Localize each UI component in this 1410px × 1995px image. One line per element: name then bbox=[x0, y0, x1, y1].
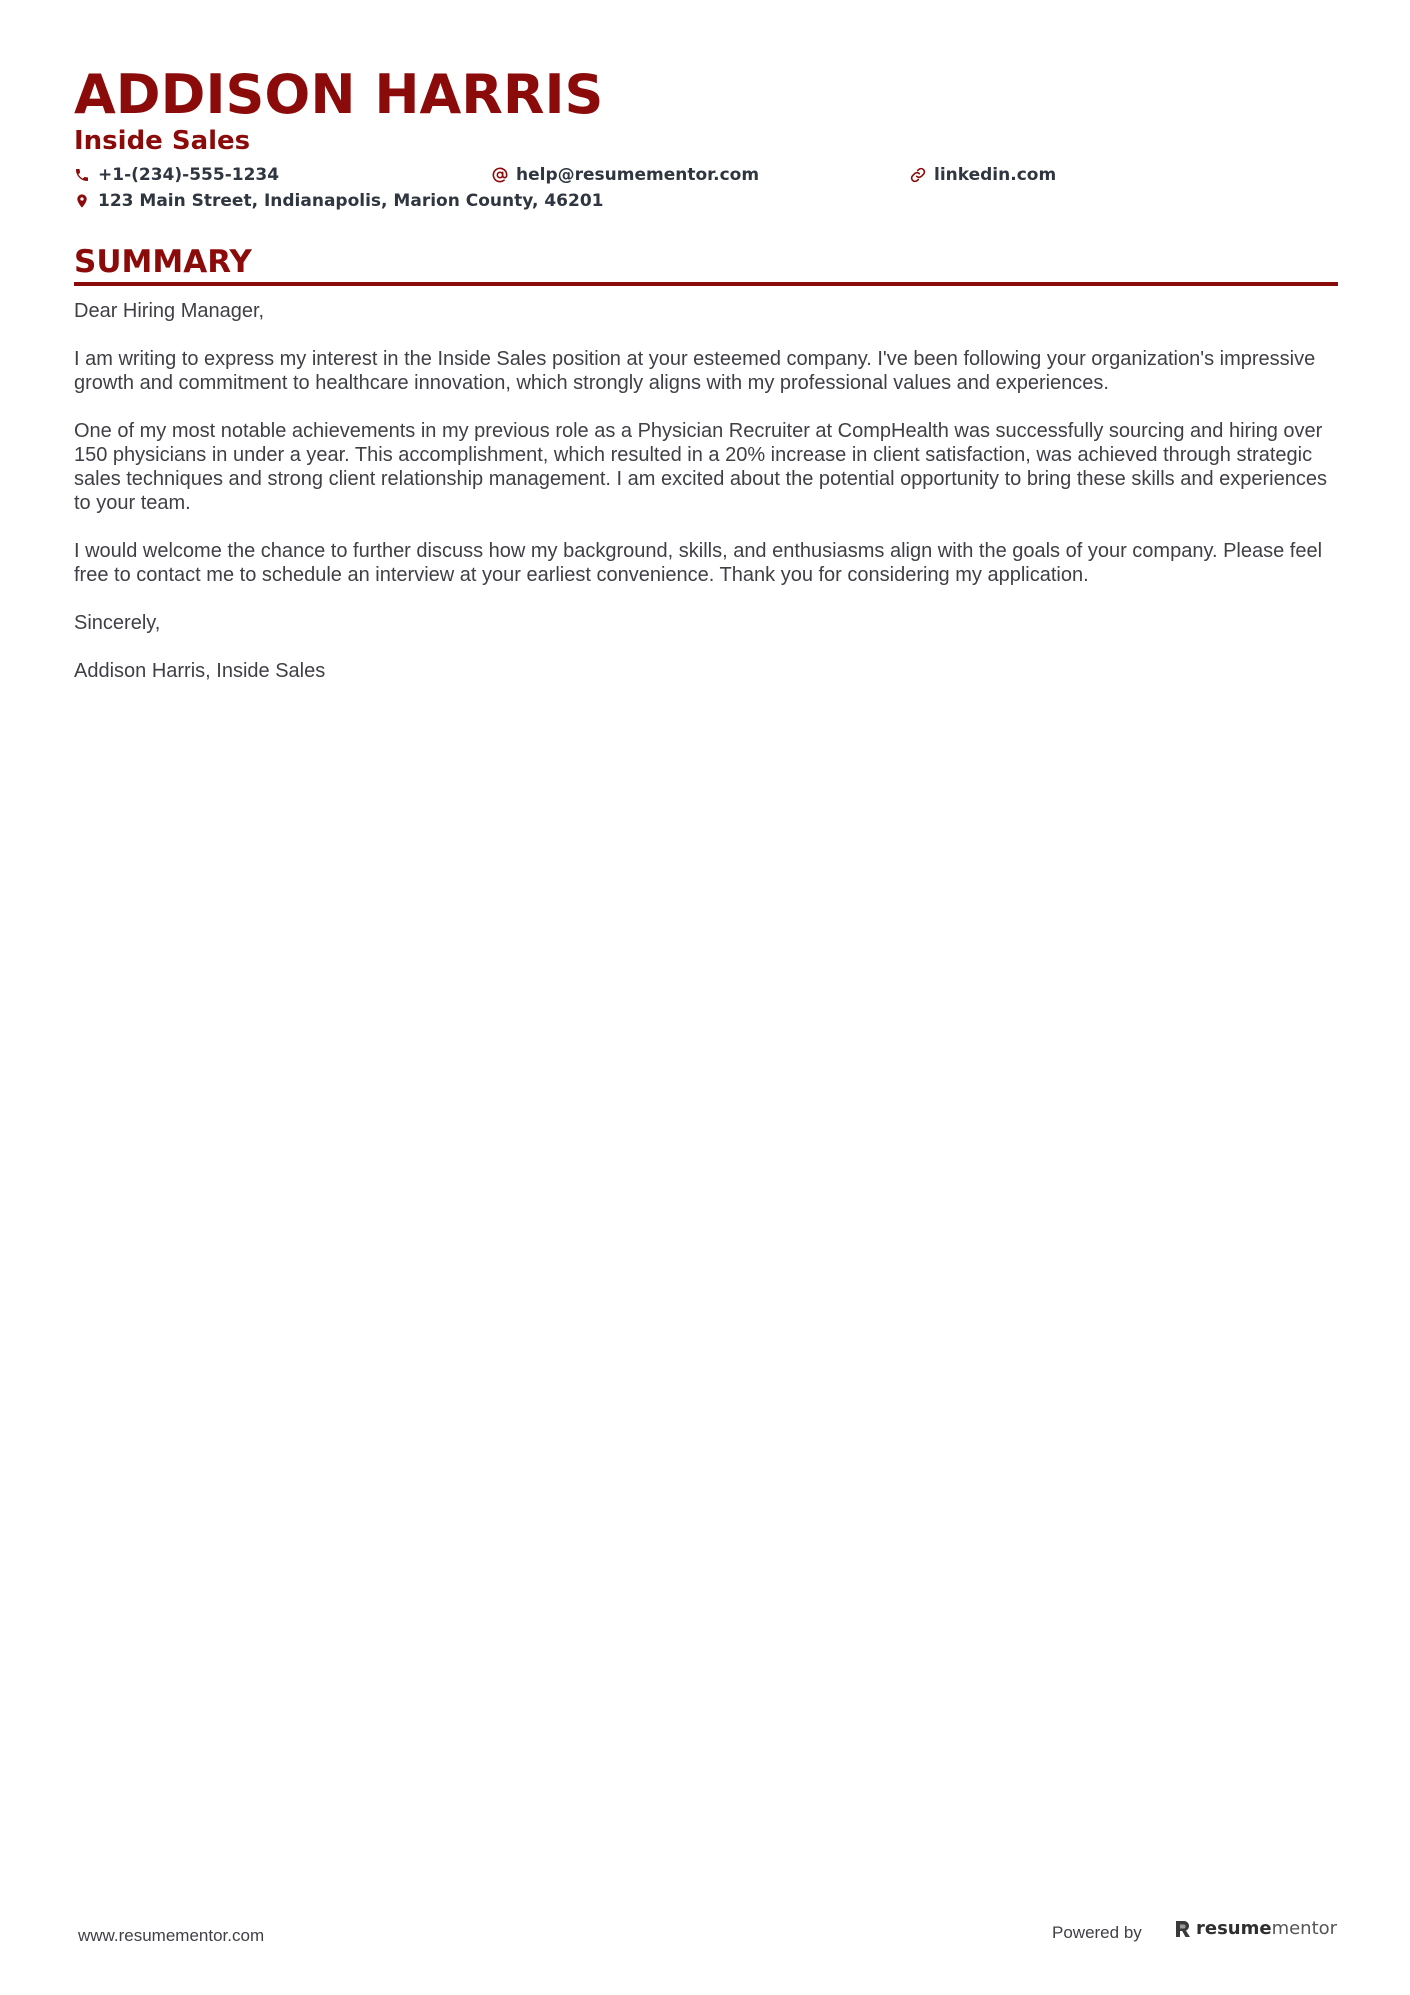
candidate-name: ADDISON HARRIS bbox=[74, 63, 604, 126]
letter-paragraph: I am writing to express my interest in the Inside Sales position at your esteemed company. I've been following your organization's impressive growth and commitment to healthcare innovation, which strongly aligns with my professional values and experiences. bbox=[74, 348, 1316, 394]
linkedin-link[interactable]: linkedin.com bbox=[934, 165, 1057, 185]
phone-icon bbox=[74, 167, 90, 183]
letter-closing: Sincerely, bbox=[74, 612, 161, 634]
brand-name-bold: resume bbox=[1196, 1918, 1272, 1939]
contact-phone bbox=[74, 163, 279, 187]
job-title: Inside Sales bbox=[74, 126, 251, 156]
letter-signature: Addison Harris, Inside Sales bbox=[74, 660, 326, 682]
section-divider bbox=[74, 282, 1338, 286]
brand-name-light: mentor bbox=[1271, 1918, 1338, 1939]
map-pin-icon bbox=[74, 193, 90, 209]
phone-text: +1-(234)-555-1234 bbox=[98, 165, 280, 185]
powered-by-label: Powered by bbox=[1052, 1923, 1142, 1942]
address-text: 123 Main Street, Indianapolis, Marion County, 46201 bbox=[98, 191, 604, 211]
link-icon bbox=[910, 167, 926, 183]
contact-linkedin bbox=[910, 163, 1056, 187]
letter-paragraph: I would welcome the chance to further discuss how my background, skills, and enthusiasms align with the goals of your company. Please feel free to contact me to schedule an interview at your earliest convenience. Thank you for considering my application. bbox=[74, 540, 1323, 586]
resumementor-logo-icon bbox=[1174, 1919, 1192, 1939]
brand-logo[interactable] bbox=[1174, 1918, 1337, 1939]
letter-paragraph: One of my most notable achievements in my previous role as a Physician Recruiter at CompHealth was successfully sourcing and hiring over 150 physicians in under a year. This accomplishment, which resulted in a 20% increase in client satisfaction, was achieved through strategic sales techniques and strong client relationship management. I am excited about the potential opportunity to bring these skills and experiences to your team. bbox=[74, 420, 1327, 514]
email-link[interactable]: help@resumementor.com bbox=[516, 165, 760, 185]
summary-heading: SUMMARY bbox=[74, 244, 252, 280]
letter-greeting: Dear Hiring Manager, bbox=[74, 300, 265, 322]
at-sign-icon bbox=[492, 167, 508, 183]
footer-url-link[interactable]: www.resumementor.com bbox=[78, 1926, 265, 1945]
letter-body bbox=[74, 299, 1344, 707]
contact-email bbox=[492, 163, 759, 187]
contact-address bbox=[74, 189, 604, 213]
